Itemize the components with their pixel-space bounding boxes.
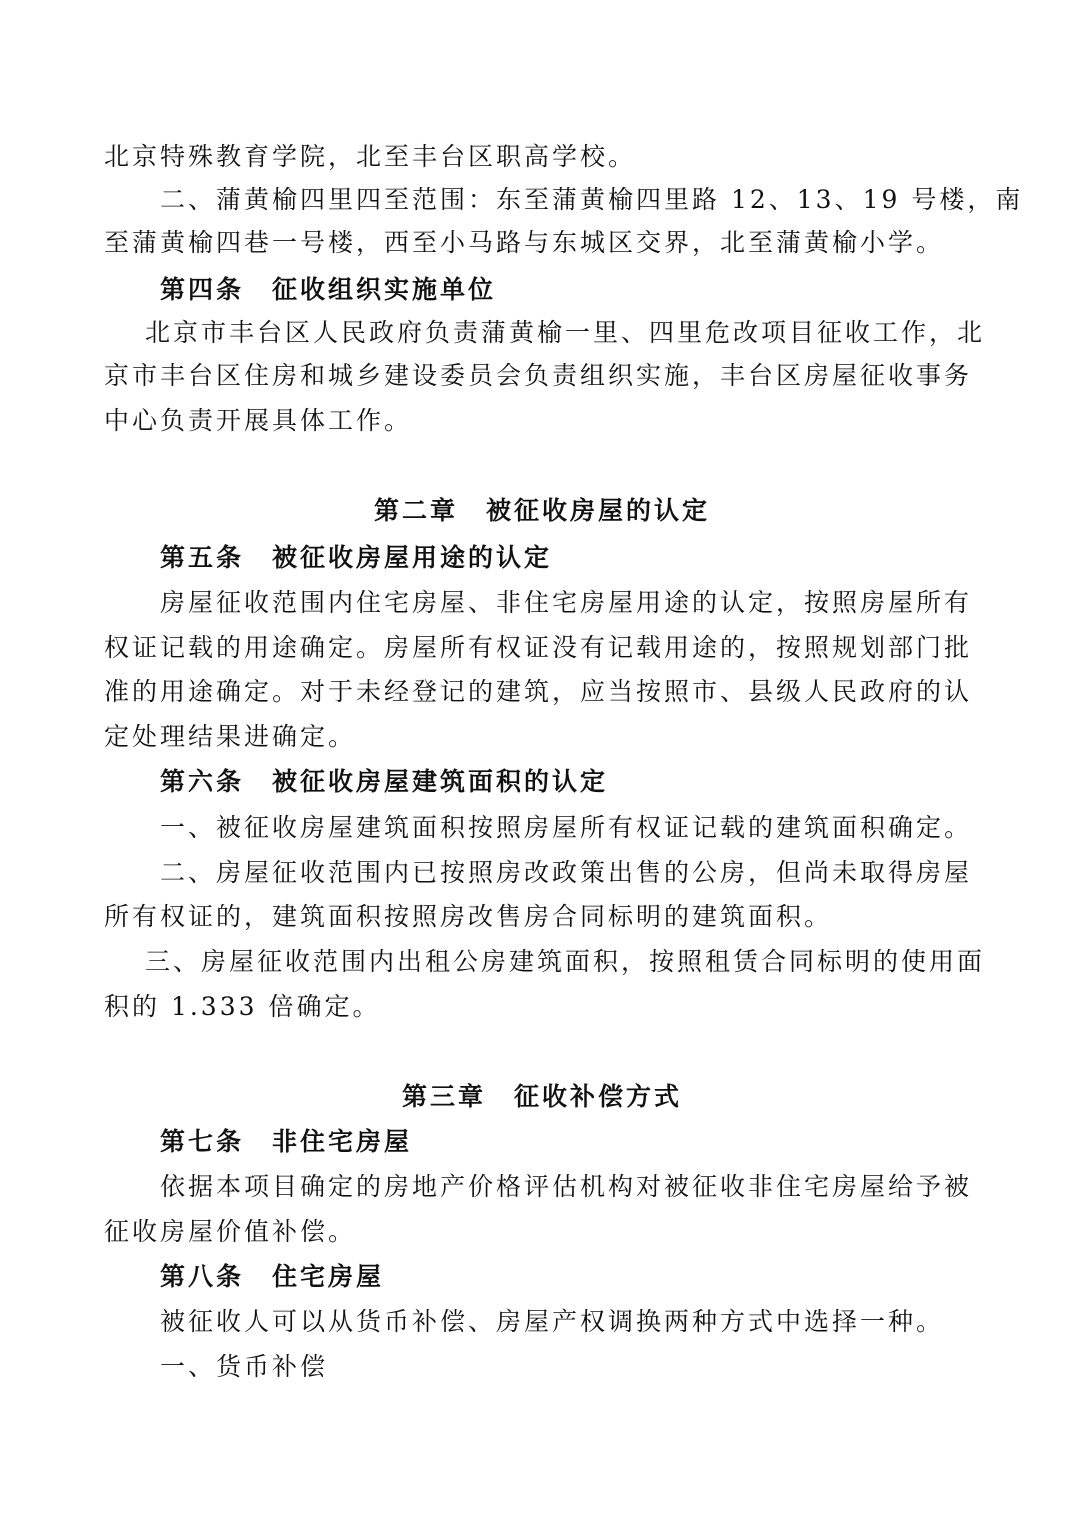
article-5-heading — [160, 538, 552, 578]
article-number: 第六条 — [160, 767, 245, 796]
article-number: 第四条 — [160, 275, 245, 304]
paragraph-line: 二、蒲黄榆四里四至范围：东至蒲黄榆四里路 12、13、19 号楼，南 — [160, 185, 1024, 214]
paragraph-line: 征收房屋价值补偿。 — [104, 1217, 357, 1246]
paragraph-line: 被征收人可以从货币补偿、房屋产权调换两种方式中选择一种。 — [160, 1307, 945, 1336]
paragraph-line: 定处理结果进确定。 — [104, 722, 357, 751]
article-title: 征收组织实施单位 — [272, 275, 497, 304]
paragraph-line: 依据本项目确定的房地产价格评估机构对被征收非住宅房屋给予被 — [160, 1172, 973, 1201]
chapter-number: 第三章 — [402, 1082, 487, 1111]
article-title: 非住宅房屋 — [272, 1127, 413, 1156]
paragraph-line: 积的 1.333 倍确定。 — [104, 992, 381, 1021]
paragraph-line: 一、被征收房屋建筑面积按照房屋所有权证记载的建筑面积确定。 — [160, 813, 973, 842]
article-title: 被征收房屋用途的认定 — [272, 543, 553, 572]
article-title: 被征收房屋建筑面积的认定 — [272, 767, 609, 796]
paragraph-line: 三、房屋征收范围内出租公房建筑面积，按照租赁合同标明的使用面 — [145, 947, 986, 976]
paragraph-line: 一、货币补偿 — [160, 1352, 329, 1381]
chapter-number: 第二章 — [374, 496, 459, 525]
paragraph-line: 二、房屋征收范围内已按照房改政策出售的公房，但尚未取得房屋 — [160, 858, 973, 887]
paragraph-line: 北京特殊教育学院，北至丰台区职高学校。 — [104, 142, 637, 171]
article-number: 第八条 — [160, 1262, 245, 1291]
article-number: 第七条 — [160, 1127, 245, 1156]
chapter-title: 征收补偿方式 — [514, 1082, 683, 1111]
article-title: 住宅房屋 — [272, 1262, 385, 1291]
paragraph-line: 京市丰台区住房和城乡建设委员会负责组织实施，丰台区房屋征收事务 — [104, 361, 973, 390]
paragraph-line: 权证记载的用途确定。房屋所有权证没有记载用途的，按照规划部门批 — [104, 633, 973, 662]
article-8-heading — [160, 1257, 384, 1297]
paragraph-line: 房屋征收范围内住宅房屋、非住宅房屋用途的认定，按照房屋所有 — [160, 588, 973, 617]
paragraph-line: 至蒲黄榆四巷一号楼，西至小马路与东城区交界，北至蒲黄榆小学。 — [104, 228, 945, 257]
article-4-heading — [160, 270, 496, 310]
paragraph-line: 中心负责开展具体工作。 — [104, 406, 413, 435]
article-number: 第五条 — [160, 543, 245, 572]
article-7-heading — [160, 1122, 412, 1162]
chapter-2-heading — [374, 491, 710, 531]
paragraph-line: 北京市丰台区人民政府负责蒲黄榆一里、四里危改项目征收工作，北 — [145, 318, 986, 347]
article-6-heading — [160, 762, 608, 802]
paragraph-line: 所有权证的，建筑面积按照房改售房合同标明的建筑面积。 — [104, 902, 833, 931]
paragraph-line: 准的用途确定。对于未经登记的建筑，应当按照市、县级人民政府的认 — [104, 677, 973, 706]
chapter-3-heading — [402, 1077, 682, 1117]
chapter-title: 被征收房屋的认定 — [486, 496, 711, 525]
